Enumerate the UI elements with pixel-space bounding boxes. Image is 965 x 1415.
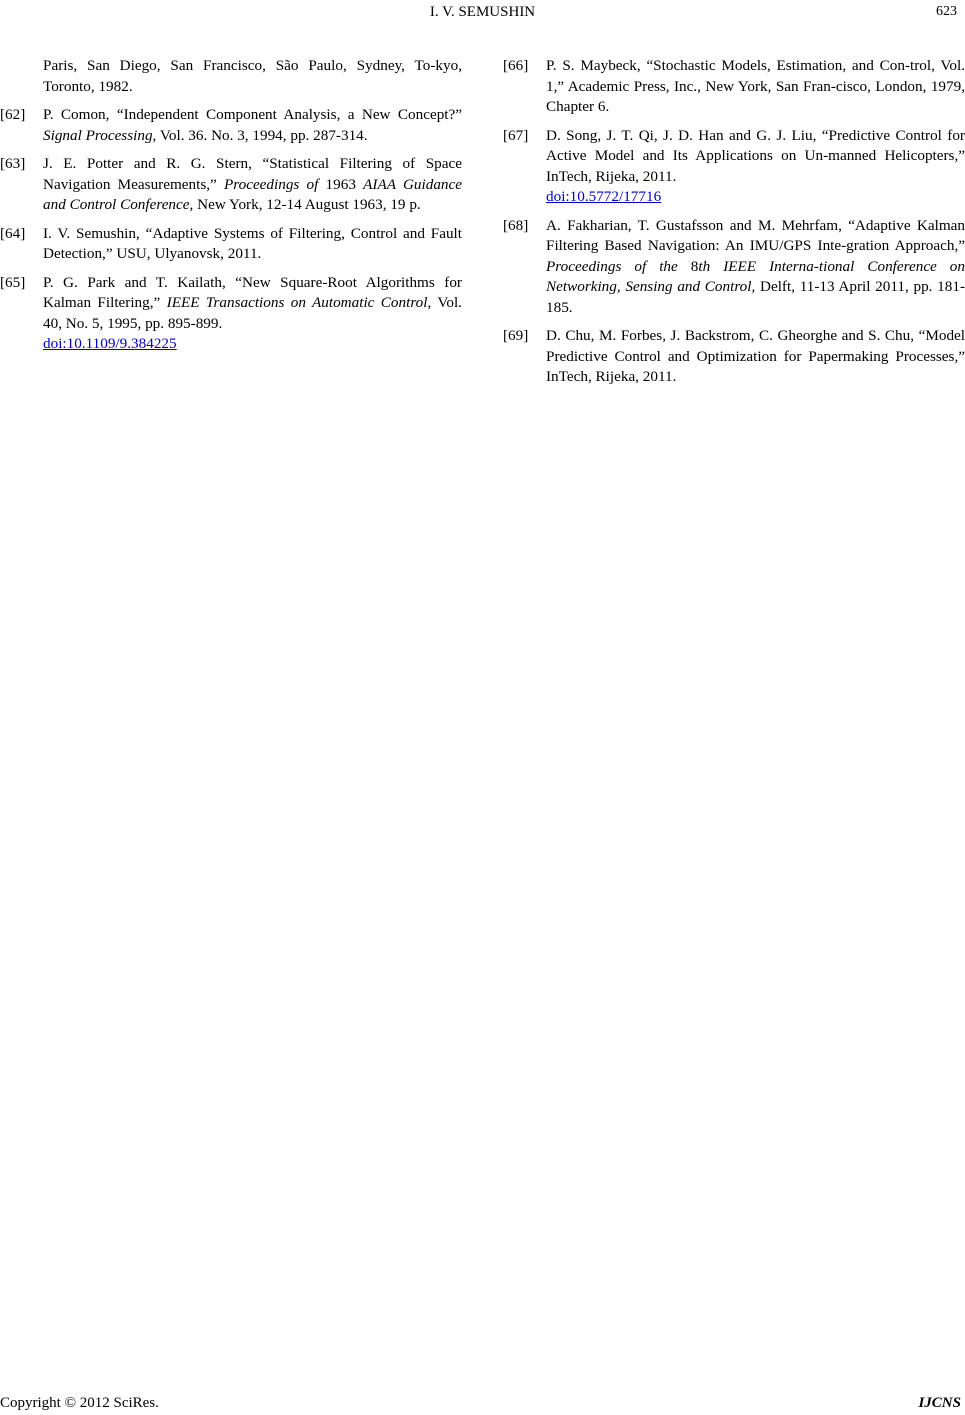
ref-authors-title: P. G. Park and T. Kailath, “New Square-Root Algorithms for Kalman Filtering,” <box>43 273 462 311</box>
reference-number: [64] <box>0 224 26 242</box>
ref-ordinal: 8 <box>677 257 699 275</box>
reference-text <box>43 273 462 355</box>
reference-68 <box>503 216 965 319</box>
reference-number: [69] <box>503 327 529 344</box>
reference-text: P. S. Maybeck, “Stochastic Models, Estimation, and Con-trol, Vol. 1,” Academic Press, Inc., New York, San Fran-cisco, London, 1979, Chapter 6. <box>546 57 965 115</box>
page-number: 623 <box>936 4 957 19</box>
running-head: I. V. SEMUSHIN <box>429 4 536 20</box>
ref-venue: Proceedings of <box>223 175 319 193</box>
reference-number: [68] <box>503 216 529 234</box>
ref-separator: , <box>616 278 626 295</box>
ref-venue: Sensing and Control <box>625 278 752 295</box>
reference-67 <box>503 126 965 208</box>
ref-details: , Delft, 11-13 April 2011, pp. 181-185. <box>546 278 965 316</box>
ref-year: 1963 <box>318 175 364 193</box>
ref-venue: AIAA Guidance and Control Conference <box>43 175 462 213</box>
doi-link[interactable]: doi:10.5772/17716 <box>546 188 662 205</box>
reference-text <box>43 154 462 216</box>
reference-continuation: Paris, San Diego, San Francisco, São Paulo, Sydney, To-kyo, Toronto, 1982. <box>43 57 462 95</box>
reference-62 <box>0 105 462 146</box>
ref-authors-title: D. Song, J. T. Qi, J. D. Han and G. J. Liu, “Predictive Control for Active Model and Its Applications on Un-manned Helicopters,” InTech, Rijeka, 2011. <box>546 126 965 185</box>
reference-number: [65] <box>0 273 26 291</box>
reference-text: I. V. Semushin, “Adaptive Systems of Filtering, Control and Fault Detection,” USU, Ulyanovsk, 2011. <box>43 224 462 262</box>
references-right-column <box>503 56 965 396</box>
references-left-column <box>0 56 462 363</box>
ref-authors-title: P. Comon, “Independent Component Analysis, a New Concept?” <box>43 106 462 123</box>
ref-details: , New York, 12-14 August 1963, 19 p. <box>189 196 421 213</box>
ref-venue: Proceedings of the <box>546 257 678 275</box>
ref-authors-title: A. Fakharian, T. Gustafsson and M. Mehrfam, “Adaptive Kalman Filtering Based Navigation: An IMU/GPS Inte-gration Approach,” <box>546 216 965 254</box>
reference-number: [63] <box>0 155 26 172</box>
ref-venue: Signal Processing <box>43 126 153 144</box>
reference-64 <box>0 224 462 265</box>
ref-venue: IEEE Transactions on Automatic Control <box>166 294 428 311</box>
reference-text: D. Chu, M. Forbes, J. Backstrom, C. Gheorghe and S. Chu, “Model Predictive Control and Optimization for Papermaking Processes,” InTech, Rijeka, 2011. <box>546 327 965 385</box>
journal-abbrev: IJCNS <box>918 1394 961 1411</box>
reference-text <box>43 105 462 146</box>
ref-details: , Vol. 36. No. 3, 1994, pp. 287-314. <box>152 126 368 144</box>
reference-69 <box>503 326 965 388</box>
ref-authors-title: J. E. Potter and R. G. Stern, “Statistical Filtering of Space Navigation Measurements,” <box>43 155 462 193</box>
reference-number: [67] <box>503 126 529 144</box>
ref-venue: th IEEE Interna-tional Conference on Networking <box>546 257 965 295</box>
doi-link[interactable]: doi:10.1109/9.384225 <box>43 335 177 352</box>
reference-text <box>546 126 965 208</box>
reference-number: [66] <box>503 57 529 74</box>
copyright-notice: Copyright © 2012 SciRes. <box>0 1394 159 1411</box>
reference-text <box>546 216 965 319</box>
reference-63 <box>0 154 462 216</box>
reference-number: [62] <box>0 106 26 123</box>
reference-65 <box>0 273 462 355</box>
reference-66 <box>503 56 965 118</box>
ref-details: , Vol. 40, No. 5, 1995, pp. 895-899. <box>43 294 462 332</box>
